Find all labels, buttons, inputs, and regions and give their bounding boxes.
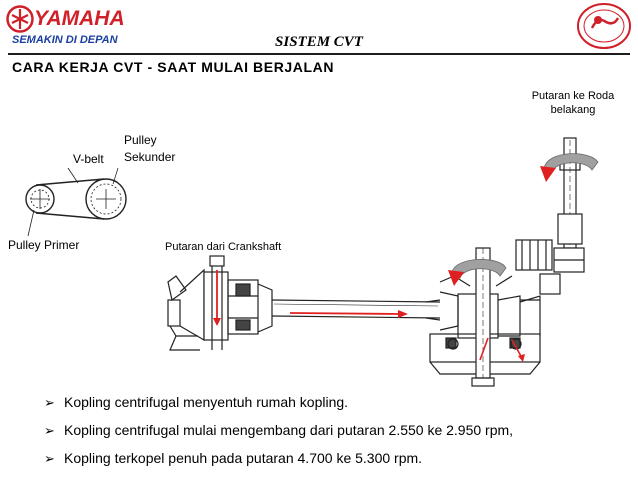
label-putaran-roda-2: belakang — [550, 104, 596, 116]
label-pulley-primer: Pulley Primer — [8, 238, 80, 252]
bullet-text: Kopling centrifugal menyentuh rumah kopling. — [64, 394, 349, 410]
cvt-mechanism — [168, 138, 584, 386]
bullet-item — [44, 416, 513, 444]
bullet-arrow-icon: ➢ — [44, 423, 55, 438]
bullet-text: Kopling centrifugal mulai mengembang dari putaran 2.550 ke 2.950 rpm, — [64, 422, 514, 438]
slide-heading: CARA KERJA CVT - SAAT MULAI BERJALAN — [12, 59, 335, 75]
bullet-list — [44, 388, 513, 472]
label-v-belt: V-belt — [73, 152, 104, 166]
bullet-arrow-icon: ➢ — [44, 395, 55, 410]
brand-name: YAMAHA — [34, 7, 125, 30]
label-putaran-roda-1: Putaran ke Roda — [531, 90, 615, 102]
label-putaran-crankshaft: Putaran dari Crankshaft — [165, 241, 282, 253]
bullet-text: Kopling terkopel penuh pada putaran 4.700 ke 5.300 rpm. — [64, 450, 423, 466]
bullet-item — [44, 444, 513, 472]
section-title: SISTEM CVT — [275, 34, 363, 50]
label-pulley-sekunder-2: Sekunder — [124, 150, 176, 164]
brand-tagline: SEMAKIN DI DEPAN — [12, 34, 118, 46]
label-pulley-sekunder-1: Pulley — [124, 133, 157, 147]
belt-schematic — [26, 168, 126, 236]
bullet-arrow-icon: ➢ — [44, 451, 55, 466]
belt-flow-arrow — [290, 313, 400, 314]
bullet-item — [44, 388, 513, 416]
